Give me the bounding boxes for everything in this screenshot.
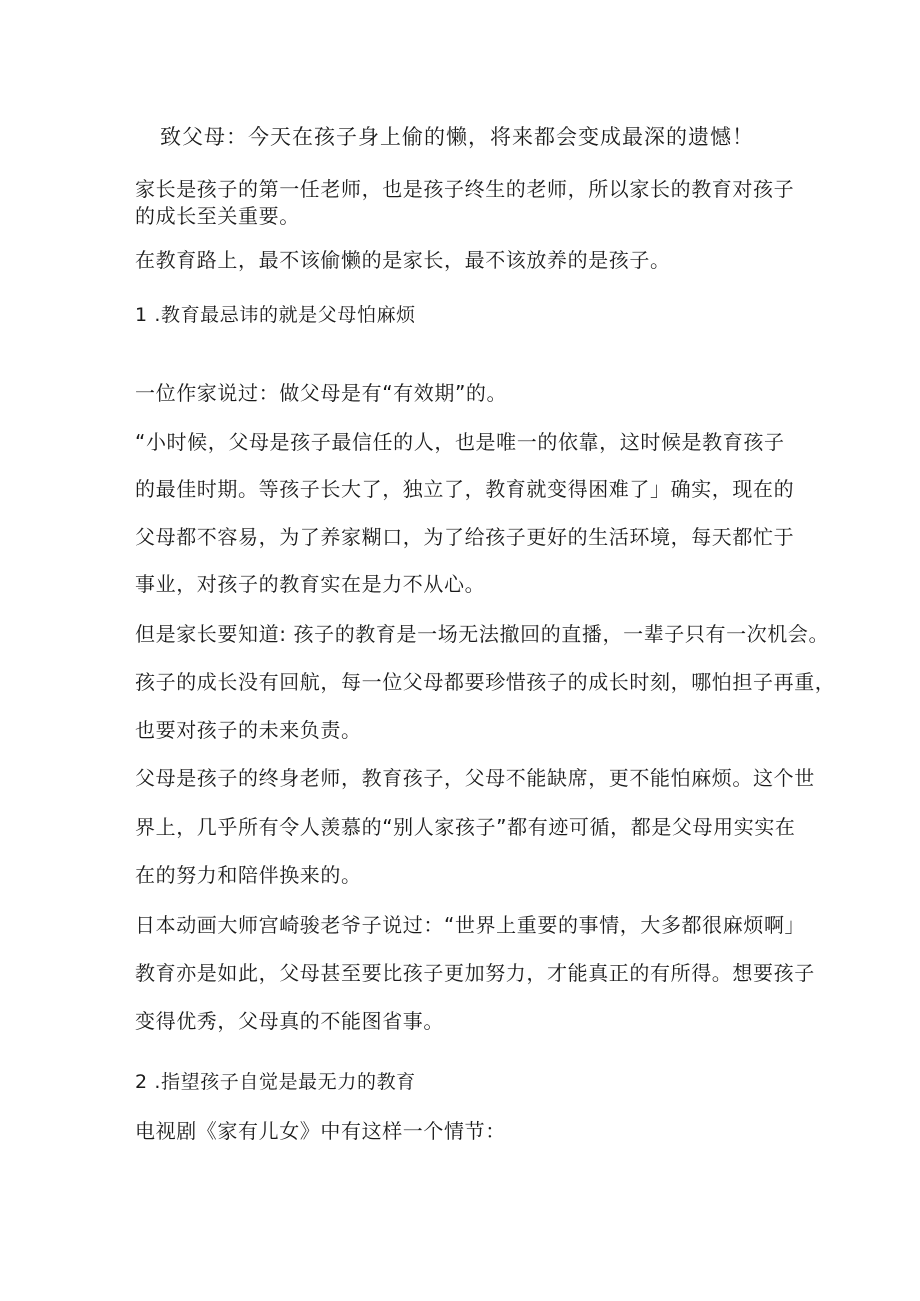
paragraph-line: 的最佳时期。等孩子长大了，独立了，教育就变得困难了」确实，现在的 <box>135 477 795 501</box>
paragraph-line: 电视剧《家有儿女》中有这样一个情节： <box>135 1119 506 1143</box>
document-title: 致父母：今天在孩子身上偷的懒，将来都会变成最深的遗憾！ <box>160 125 754 149</box>
section-heading-1: 1 .教育最忌讳的就是父母怕麻烦 <box>135 304 416 326</box>
intro-line: 家长是孩子的第一任老师，也是孩子终生的老师，所以家长的教育对孩子 <box>135 177 795 201</box>
paragraph-line: “小时候，父母是孩子最信任的人，也是唯一的依靠，这时候是教育孩子 <box>135 430 785 454</box>
paragraph-line: 孩子的成长没有回航，每一位父母都要珍惜孩子的成长时刻，哪怕担子再重， <box>135 670 836 694</box>
paragraph-line: 教育亦是如此，父母甚至要比孩子更加努力，才能真正的有所得。想要孩子 <box>135 961 815 985</box>
paragraph-line: 变得优秀，父母真的不能图省事。 <box>135 1009 444 1033</box>
paragraph-line: 事业，对孩子的教育实在是力不从心。 <box>135 572 486 596</box>
section-heading-2: 2 .指望孩子自觉是最无力的教育 <box>135 1071 416 1093</box>
paragraph-line: 一位作家说过：做父母是有“有效期”的。 <box>135 381 508 405</box>
paragraph-line: 界上，几乎所有令人羡慕的“别人家孩子”都有迹可循，都是父母用实实在 <box>135 815 796 839</box>
intro-line: 的成长至关重要。 <box>135 204 300 228</box>
paragraph-line: 日本动画大师宫崎骏老爷子说过：“世界上重要的事情，大多都很麻烦啊」 <box>135 913 806 937</box>
paragraph-line: 父母都不容易，为了养家糊口，为了给孩子更好的生活环境，每天都忙于 <box>135 525 795 549</box>
paragraph-line: 但是家长要知道: 孩子的教育是一场无法撤回的直播，一辈子只有一次机会。 <box>135 622 830 646</box>
paragraph-line: 在的努力和陪伴换来的。 <box>135 863 362 887</box>
intro-line: 在教育路上，最不该偷懒的是家长，最不该放养的是孩子。 <box>135 248 671 272</box>
paragraph-line: 也要对孩子的未来负责。 <box>135 718 362 742</box>
paragraph-line: 父母是孩子的终身老师，教育孩子，父母不能缺席，更不能怕麻烦。这个世 <box>135 766 815 790</box>
